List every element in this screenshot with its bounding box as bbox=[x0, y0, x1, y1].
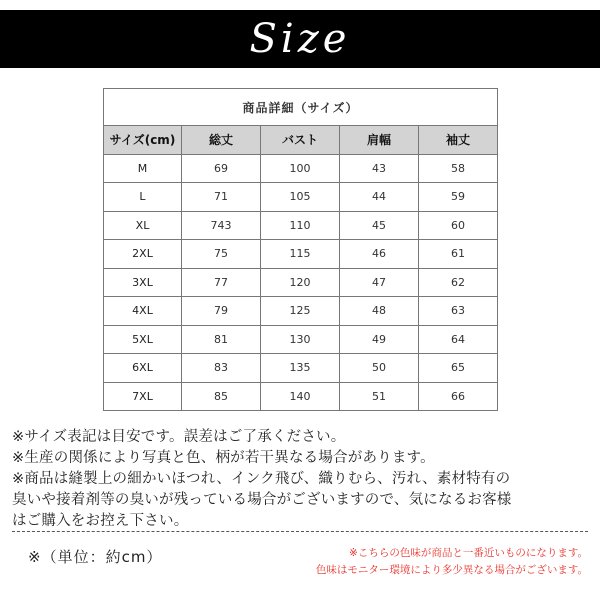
value-cell: 115 bbox=[261, 240, 340, 269]
table-row bbox=[104, 154, 498, 183]
value-cell: 77 bbox=[182, 268, 261, 297]
value-cell: 63 bbox=[419, 297, 498, 326]
value-cell: 50 bbox=[340, 354, 419, 383]
value-cell: 66 bbox=[419, 382, 498, 411]
value-cell: 44 bbox=[340, 183, 419, 212]
value-cell: 140 bbox=[261, 382, 340, 411]
value-cell: 135 bbox=[261, 354, 340, 383]
value-cell: 69 bbox=[182, 154, 261, 183]
value-cell: 125 bbox=[261, 297, 340, 326]
table-caption: 商品詳細（サイズ） bbox=[104, 89, 498, 126]
size-cell: M bbox=[104, 154, 182, 183]
table-row bbox=[104, 297, 498, 326]
table-row bbox=[104, 268, 498, 297]
value-cell: 58 bbox=[419, 154, 498, 183]
value-cell: 75 bbox=[182, 240, 261, 269]
value-cell: 43 bbox=[340, 154, 419, 183]
note-line: 臭いや接着剤等の臭いが残っている場合がございますので、気になるお客様 bbox=[12, 492, 512, 508]
table-row bbox=[104, 240, 498, 269]
size-cell: XL bbox=[104, 211, 182, 240]
value-cell: 105 bbox=[261, 183, 340, 212]
banner-bar-right bbox=[366, 10, 600, 68]
size-cell: 2XL bbox=[104, 240, 182, 269]
note-line: はご購入をお控え下さい。 bbox=[12, 513, 189, 529]
value-cell: 62 bbox=[419, 268, 498, 297]
table-row bbox=[104, 211, 498, 240]
value-cell: 79 bbox=[182, 297, 261, 326]
value-cell: 48 bbox=[340, 297, 419, 326]
notes bbox=[12, 427, 592, 532]
value-cell: 110 bbox=[261, 211, 340, 240]
table-row bbox=[104, 382, 498, 411]
table-row bbox=[104, 183, 498, 212]
value-cell: 83 bbox=[182, 354, 261, 383]
value-cell: 45 bbox=[340, 211, 419, 240]
banner-title: Size bbox=[249, 16, 351, 62]
size-banner bbox=[0, 10, 600, 68]
value-cell: 81 bbox=[182, 325, 261, 354]
color-warning bbox=[298, 545, 588, 579]
table-row bbox=[104, 325, 498, 354]
table-row bbox=[104, 354, 498, 383]
value-cell: 130 bbox=[261, 325, 340, 354]
header-bust: バスト bbox=[261, 126, 340, 155]
value-cell: 71 bbox=[182, 183, 261, 212]
header-length: 総丈 bbox=[182, 126, 261, 155]
value-cell: 64 bbox=[419, 325, 498, 354]
warning-line: 色味はモニター環境により多少異なる場合がございます。 bbox=[315, 564, 588, 576]
size-cell: 5XL bbox=[104, 325, 182, 354]
note-line: ※サイズ表記は目安です。誤差はご了承ください。 bbox=[12, 429, 346, 445]
header-sleeve: 袖丈 bbox=[419, 126, 498, 155]
banner-bar-left bbox=[0, 10, 234, 68]
unit-label: ※（単位：約cm） bbox=[28, 548, 163, 566]
size-cell: 6XL bbox=[104, 354, 182, 383]
size-cell: 4XL bbox=[104, 297, 182, 326]
size-cell: L bbox=[104, 183, 182, 212]
size-cell: 3XL bbox=[104, 268, 182, 297]
value-cell: 46 bbox=[340, 240, 419, 269]
value-cell: 59 bbox=[419, 183, 498, 212]
value-cell: 60 bbox=[419, 211, 498, 240]
value-cell: 47 bbox=[340, 268, 419, 297]
dashed-divider bbox=[12, 531, 588, 532]
table-header-row bbox=[104, 126, 498, 155]
header-shoulder: 肩幅 bbox=[340, 126, 419, 155]
value-cell: 51 bbox=[340, 382, 419, 411]
warning-line: ※こちらの色味が商品と一番近いものになります。 bbox=[349, 547, 588, 559]
value-cell: 65 bbox=[419, 354, 498, 383]
value-cell: 61 bbox=[419, 240, 498, 269]
value-cell: 120 bbox=[261, 268, 340, 297]
note-line: ※生産の関係により写真と色、柄が若干異なる場合があります。 bbox=[12, 450, 435, 466]
value-cell: 85 bbox=[182, 382, 261, 411]
value-cell: 743 bbox=[182, 211, 261, 240]
value-cell: 49 bbox=[340, 325, 419, 354]
value-cell: 100 bbox=[261, 154, 340, 183]
size-cell: 7XL bbox=[104, 382, 182, 411]
header-size: サイズ(cm) bbox=[104, 126, 182, 155]
size-table bbox=[103, 88, 498, 411]
note-line: ※商品は縫製上の細かいほつれ、インク飛び、織りむら、汚れ、素材特有の bbox=[12, 471, 511, 487]
